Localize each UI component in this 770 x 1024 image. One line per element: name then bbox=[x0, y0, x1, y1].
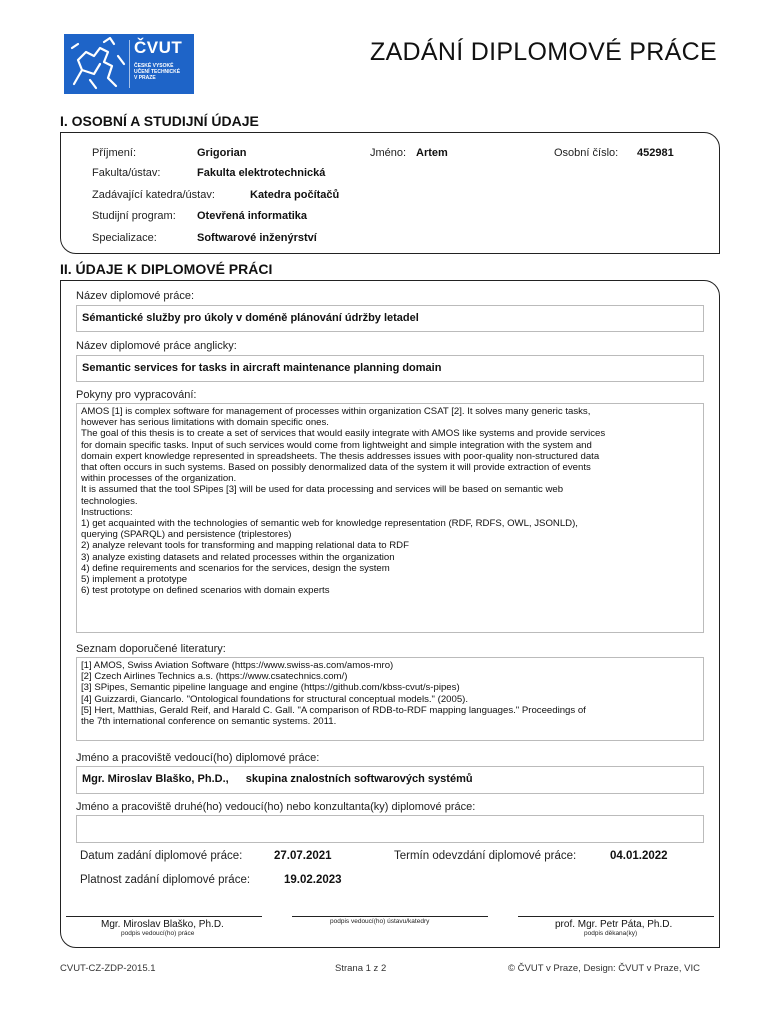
validity-value: 19.02.2023 bbox=[284, 874, 342, 886]
faculty-label: Fakulta/ústav: bbox=[92, 167, 161, 179]
instructions-line: 1) get acquainted with the technologies of semantic web for knowledge representation (RDF, RDFS, OWL, JSONLD), bbox=[81, 518, 578, 530]
thesis-title-en-label: Název diplomové práce anglicky: bbox=[76, 340, 237, 352]
thesis-title-value: Sémantické služby pro úkoly v doméně plánování údržby letadel bbox=[82, 312, 419, 324]
instructions-line: 5) implement a prototype bbox=[81, 574, 188, 586]
instructions-line: technologies. bbox=[81, 495, 138, 507]
signature-line-head bbox=[292, 916, 488, 917]
supervisor-value bbox=[77, 767, 703, 791]
literature-line: [1] AMOS, Swiss Aviation Software (https://www.swiss-as.com/amos-mro) bbox=[81, 660, 394, 671]
literature-field bbox=[76, 657, 704, 741]
validity-label: Platnost zadání diplomové práce: bbox=[80, 874, 251, 886]
instructions-line: AMOS [1] is complex software for management of processes within organization CSAT [2]. It solves many generic tasks, bbox=[81, 406, 591, 417]
instructions-field bbox=[76, 403, 704, 633]
instructions-line: It is assumed that the tool SPipes [3] will be used for data processing and services will be based on semantic web bbox=[81, 484, 564, 496]
assigned-date-value: 27.07.2021 bbox=[274, 850, 332, 862]
footer-form-code: CVUT-CZ-ZDP-2015.1 bbox=[60, 963, 156, 974]
instructions-line: querying (SPARQL) and persistence (triplestores) bbox=[81, 529, 292, 541]
firstname-value: Artem bbox=[416, 147, 448, 159]
section-personal-heading: I. OSOBNÍ A STUDIJNÍ ÚDAJE bbox=[60, 113, 259, 129]
signature-supervisor-name: Mgr. Miroslav Blaško, Ph.D. bbox=[101, 919, 224, 930]
personal-number-value: 452981 bbox=[637, 147, 674, 159]
surname-label: Příjmení: bbox=[92, 147, 137, 159]
signature-dean-caption: podpis děkana(ky) bbox=[584, 930, 638, 937]
supervisor-name: Mgr. Miroslav Blaško, Ph.D., bbox=[82, 773, 229, 785]
instructions-text bbox=[77, 404, 703, 598]
thesis-title-en-field bbox=[76, 355, 704, 382]
program-label: Studijní program: bbox=[92, 210, 176, 222]
program-value: Otevřená informatika bbox=[197, 210, 308, 222]
instructions-line: 6) test prototype on defined scenarios with domain experts bbox=[81, 585, 330, 597]
specialization-value: Softwarové inženýrství bbox=[197, 232, 317, 244]
instructions-line: 4) define requirements and scenarios for the services, design the system bbox=[81, 562, 390, 574]
cvut-logo bbox=[64, 34, 194, 94]
logo-title: ČVUT bbox=[134, 38, 183, 57]
instructions-line: however has serious limitations with domain specific ones. bbox=[81, 417, 329, 429]
document-title: ZADÁNÍ DIPLOMOVÉ PRÁCE bbox=[370, 38, 717, 66]
deadline-label: Termín odevzdání diplomové práce: bbox=[394, 850, 577, 862]
firstname-label: Jméno: bbox=[370, 147, 407, 159]
assigned-date-label: Datum zadání diplomové práce: bbox=[80, 850, 243, 862]
logo-subtitle: ČESKÉ VYSOKÉ UČENÍ TECHNICKÉ V PRAZE bbox=[134, 63, 181, 81]
instructions-line: 3) analyze existing datasets and related processes within the organization bbox=[81, 551, 395, 563]
department-label: Zadávající katedra/ústav: bbox=[92, 189, 215, 201]
footer-copyright: © ČVUT v Praze, Design: ČVUT v Praze, VIC bbox=[508, 963, 700, 974]
supervisor-label: Jméno a pracoviště vedoucí(ho) diplomové práce: bbox=[76, 752, 320, 764]
section-thesis-heading: II. ÚDAJE K DIPLOMOVÉ PRÁCI bbox=[60, 261, 273, 277]
signature-supervisor-caption: podpis vedoucí(ho) práce bbox=[121, 930, 195, 937]
literature-line: [2] Czech Airlines Technics a.s. (https://www.csatechnics.com/) bbox=[81, 671, 348, 683]
instructions-line: Instructions: bbox=[81, 506, 133, 518]
instructions-line: that often occurs in such systems. Based on possibly denormalized data of the system it will provide extraction of events bbox=[81, 462, 591, 474]
thesis-title-en-value: Semantic services for tasks in aircraft maintenance planning domain bbox=[82, 362, 442, 374]
surname-value: Grigorian bbox=[197, 147, 247, 159]
faculty-value: Fakulta elektrotechnická bbox=[197, 167, 326, 179]
deadline-value: 04.01.2022 bbox=[610, 850, 668, 862]
second-supervisor-field bbox=[76, 815, 704, 843]
department-value: Katedra počítačů bbox=[250, 189, 340, 201]
instructions-line: The goal of this thesis is to create a set of services that would easily integrate with AMOS like systems and provide services bbox=[81, 428, 606, 440]
signature-head-caption: podpis vedoucí(ho) ústavu/katedry bbox=[330, 918, 430, 925]
signature-dean-name: prof. Mgr. Petr Páta, Ph.D. bbox=[555, 919, 673, 930]
supervisor-field bbox=[76, 766, 704, 794]
literature-line: [5] Hert, Matthias, Gerald Reif, and Harald C. Gall. "A comparison of RDB-to-RDF mapping languages." Proceedings of bbox=[81, 704, 586, 716]
supervisor-group: skupina znalostních softwarových systémů bbox=[245, 773, 473, 785]
thesis-title-field bbox=[76, 305, 704, 332]
specialization-label: Specializace: bbox=[92, 232, 157, 244]
footer-page-number: Strana 1 z 2 bbox=[335, 963, 387, 974]
personal-number-label: Osobní číslo: bbox=[554, 147, 619, 159]
instructions-line: 2) analyze relevant tools for transforming and mapping relational data to RDF bbox=[81, 540, 409, 552]
instructions-label: Pokyny pro vypracování: bbox=[76, 389, 197, 401]
instructions-line: within processes of the organization. bbox=[81, 473, 237, 485]
second-supervisor-value bbox=[77, 816, 703, 828]
literature-text bbox=[77, 658, 703, 729]
lion-emblem-icon bbox=[64, 34, 130, 94]
instructions-line: for domain specific tasks. Input of such services would come from lightweight and simple integration with the system and bbox=[81, 439, 592, 451]
literature-line: [3] SPipes, Semantic pipeline language and engine (https://github.com/kbss-cvut/s-pipes) bbox=[81, 682, 460, 694]
instructions-line: domain expert knowledge represented in spreadsheets. The thesis addresses issues with poor-quality non-structured data bbox=[81, 450, 600, 462]
signature-line-supervisor bbox=[66, 916, 262, 917]
second-supervisor-label: Jméno a pracoviště druhé(ho) vedoucí(ho) nebo konzultanta(ky) diplomové práce: bbox=[76, 801, 476, 813]
signature-line-dean bbox=[518, 916, 714, 917]
thesis-title-label: Název diplomové práce: bbox=[76, 290, 195, 302]
literature-line: the 7th international conference on semantic systems. 2011. bbox=[81, 716, 337, 728]
literature-line: [4] Guizzardi, Giancarlo. "Ontological foundations for structural conceptual models." (2005). bbox=[81, 693, 469, 705]
literature-label: Seznam doporučené literatury: bbox=[76, 643, 226, 655]
